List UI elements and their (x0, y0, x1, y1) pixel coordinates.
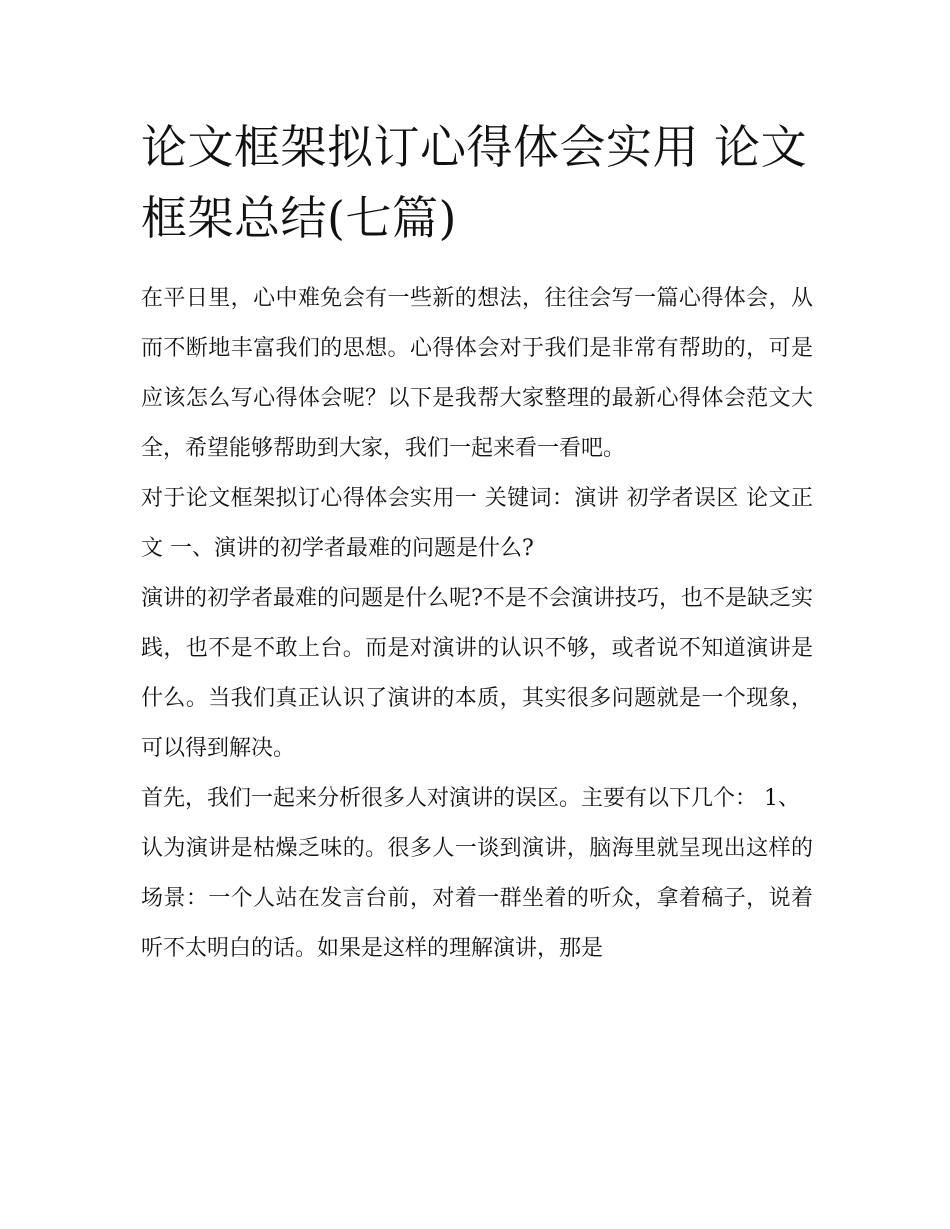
document-title: 论文框架拟订心得体会实用 论文框架总结(七篇) (141, 120, 808, 245)
document-body (141, 274, 813, 974)
paragraph-misconceptions: 首先，我们一起来分析很多人对演讲的误区。主要有以下几个： 1、 (141, 786, 800, 811)
paragraph-boring-misconception: 认为演讲是枯燥乏味的。很多人一谈到演讲，脑海里就呈现出这样的场景：一个人站在发言台前，对着一群坐着的听众，拿着稿子，说着听不太明白的话。如果是这样的理解演讲，那是 (141, 836, 813, 961)
document-page (141, 112, 813, 974)
paragraph-keywords: 对于论文框架拟订心得体会实用一 关键词：演讲 初学者误区 论文正文 一、演讲的初学者最难的问题是什么? (141, 486, 813, 561)
paragraph-hardest-problem: 演讲的初学者最难的问题是什么呢?不是不会演讲技巧，也不是缺乏实践，也不是不敢上台。而是对演讲的认识不够，或者说不知道演讲是什么。当我们真正认识了演讲的本质，其实很多问题就是一个现象，可以得到解决。 (141, 586, 813, 761)
paragraph-intro: 在平日里，心中难免会有一些新的想法，往往会写一篇心得体会，从而不断地丰富我们的思想。心得体会对于我们是非常有帮助的，可是应该怎么写心得体会呢？以下是我帮大家整理的最新心得体会范文大全，希望能够帮助到大家，我们一起来看一看吧。 (141, 286, 813, 461)
